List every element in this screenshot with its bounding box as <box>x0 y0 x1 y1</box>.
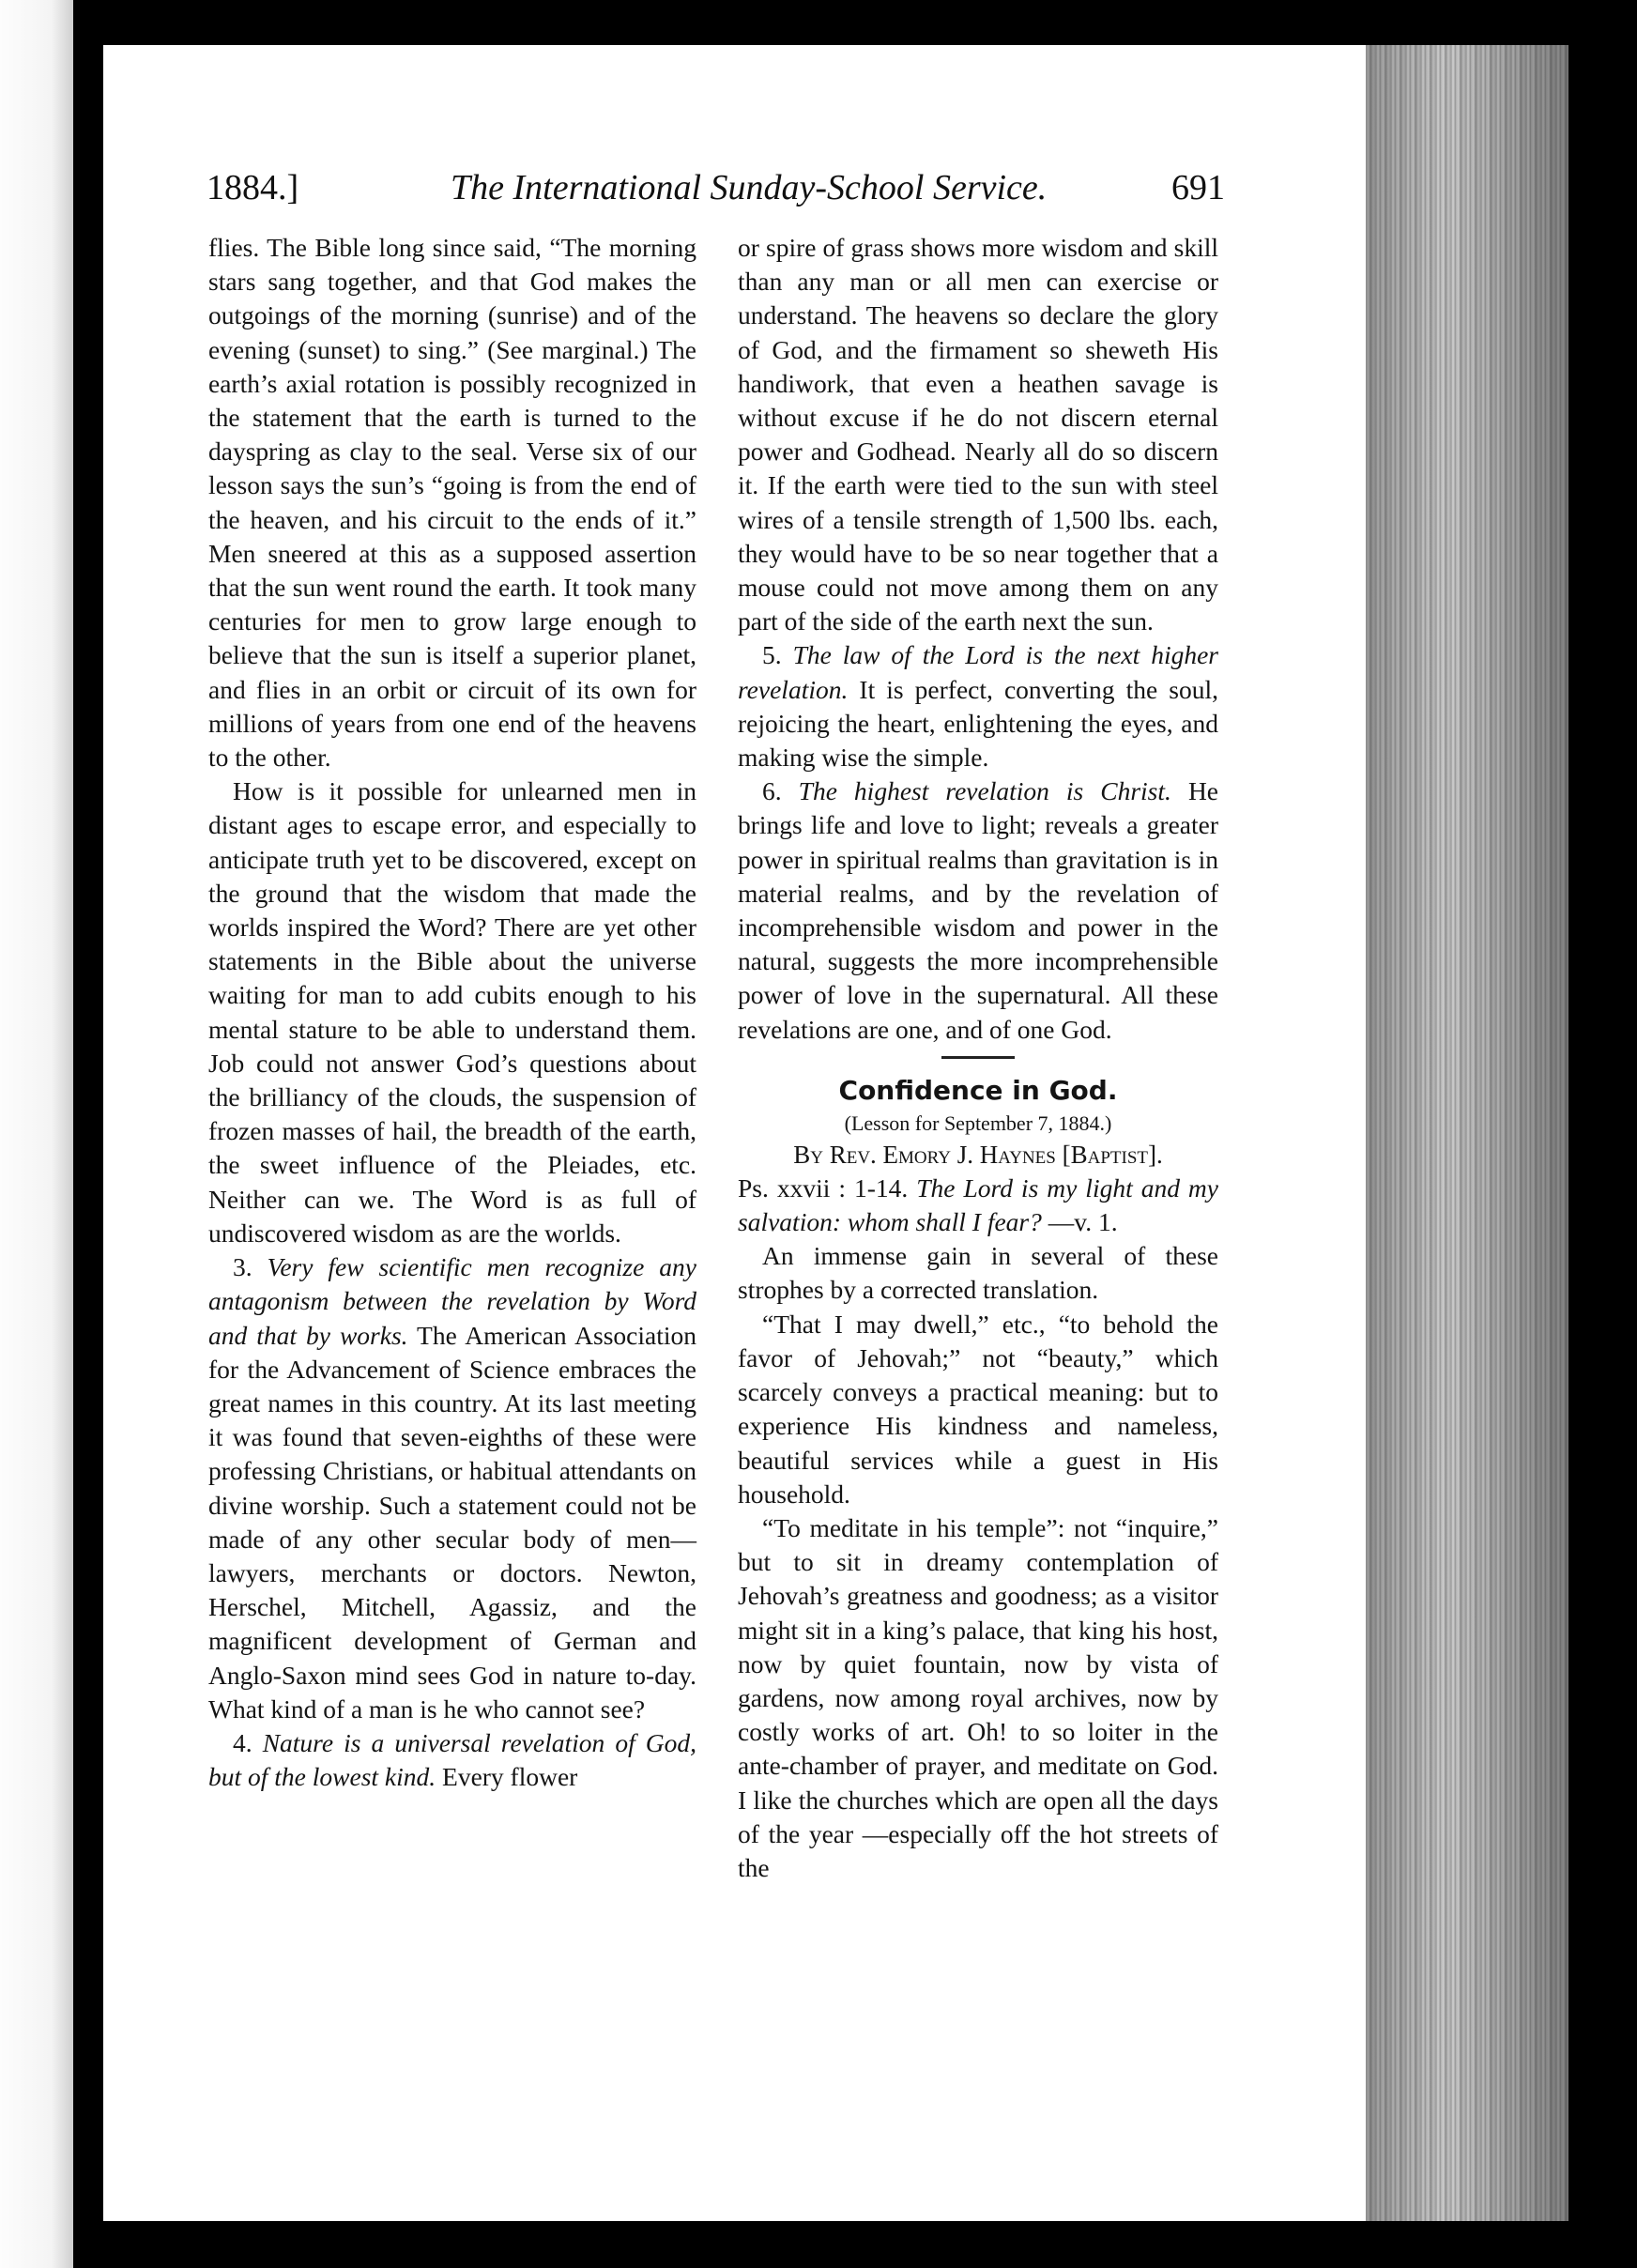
point-3-text: The American Association for the Advancement of Science embraces the great names in this country. At its last meeting it was found that seven-eighths of these were professing Christians, or habitual attendants on divine worship. Such a statement could not be made of any other secular body of men—lawyers, merchants or doctors. Newton, Herschel, Mitchell, Agassiz, and the magnificent development of German and Anglo-Saxon mind sees God in nature to-day. What kind of a man is he who cannot see? <box>208 1320 696 1724</box>
point-3-lead: Very few scientific men recognize any antagonism between the revelation by Word and that by works. <box>208 1252 696 1350</box>
scripture-verse: —v. 1. <box>1048 1207 1118 1237</box>
right-column <box>738 231 1218 1885</box>
point-6-number: 6. <box>762 776 782 806</box>
header-year: 1884.] <box>207 168 299 207</box>
point-4-text: Every flower <box>442 1762 578 1792</box>
point-5 <box>738 638 1218 774</box>
point-5-number: 5. <box>762 640 782 670</box>
section-paragraph-1: An immense gain in several of these strophes by a corrected translation. <box>738 1241 1218 1305</box>
scripture-line <box>738 1172 1218 1239</box>
section-paragraph-2: “That I may dwell,” etc., “to behold the favor of Jehovah;” not “beauty,” which scarcely conveys a practical meaning: but to experience His kindness and nameless, beautiful services while a guest in His household. <box>738 1309 1218 1509</box>
point-5-lead: The law of the Lord is the next higher revelation. <box>738 640 1219 704</box>
paragraph-2: How is it possible for unlearned men in distant ages to escape error, and especially to anticipate truth yet to be discovered, except on the ground that the wisdom that made the worlds inspired the Word? There are yet other statements in the Bible about the universe waiting for man to add cubits enough to his mental stature to be able to understand them. Job could not answer God’s questions about the brilliancy of the clouds, the suspension of frozen masses of hail, the breadth of the earth, the sweet influence of the Pleiades, etc. Neither can we. The Word is as full of undiscovered wisdom as are the worlds. <box>208 776 696 1248</box>
point-3-number: 3. <box>233 1252 252 1282</box>
section-divider <box>941 1056 1015 1059</box>
point-6 <box>738 774 1218 1047</box>
running-head <box>207 167 1225 223</box>
facing-page-edge <box>0 0 73 2268</box>
point-6-text: He brings life and love to light; reveals a greater power in spiritual realms than gravitation is in material realms, and by the revelation of incomprehensible wisdom and power in the natural, suggests the more incomprehensible power of love in the supernatural. All these revelations are one, and of one God. <box>738 776 1219 1044</box>
point-4-number: 4. <box>233 1727 252 1757</box>
point-4-lead: Nature is a universal revelation of God, but of the lowest kind. <box>208 1727 697 1792</box>
scripture-reference: Ps. xxvii : 1-14. <box>738 1172 909 1203</box>
point-4 <box>208 1726 696 1794</box>
paragraph-1: flies. The Bible long since said, “The morning stars sang together, and that God makes the outgoings of the morning (sunrise) and of the evening (sunset) to sing.” (See marginal.) The earth’s axial rotation is possibly recognized in the statement that the earth is turned to the dayspring as clay to the seal. Verse six of our lesson says the sun’s “going is from the end of the heaven, and his circuit to the ends of it.” Men sneered at this as a supposed assertion that the sun went round the earth. It took many centuries for men to grow large enough to believe that the sun is itself a superior planet, and flies in an orbit or circuit of its own for millions of years from one end of the heavens to the other. <box>208 233 696 773</box>
header-title: The International Sunday-School Service. <box>451 168 1048 207</box>
page-edge-shadow <box>1366 45 1568 2221</box>
page-number: 691 <box>1171 168 1225 207</box>
section-subtitle: (Lesson for September 7, 1884.) <box>844 1111 1112 1135</box>
left-column <box>208 231 696 1794</box>
continuation-paragraph: or spire of grass shows more wisdom and skill than any man or all men can exercise or understand. The heavens so declare the glory of God, and the firmament so sheweth His handiwork, that even a heathen savage is without excuse if he do not discern eternal power and Godhead. Nearly all do so discern it. If the earth were tied to the sun with steel wires of a tensile strength of 1,500 lbs. each, they would have to be so near together that a mouse could not move among them on any part of the side of the earth next the sun. <box>738 233 1218 636</box>
scripture-text: The Lord is my light and my salvation: whom shall I fear? <box>738 1172 1218 1237</box>
point-6-lead: The highest revelation is Christ. <box>798 776 1171 806</box>
section-paragraph-3: “To meditate in his temple”: not “inquire,” but to sit in dreamy contemplation of Jehovah’s greatness and goodness; as a visitor might sit in a king’s palace, that king his host, now by quiet fountain, now by vista of gardens, now among royal archives, now by costly works of art. Oh! to so loiter in the ante-chamber of prayer, and meditate on God. I like the churches which are open all the days of the year —especially off the hot streets of the <box>738 1512 1218 1882</box>
section-title: Confidence in God. <box>838 1074 1118 1106</box>
point-5-text: It is perfect, converting the soul, rejoicing the heart, enlightening the eyes, and making wise the simple. <box>738 674 1218 773</box>
section-author: By Rev. Emory J. Haynes [Baptist]. <box>793 1140 1163 1169</box>
point-3 <box>208 1250 696 1726</box>
